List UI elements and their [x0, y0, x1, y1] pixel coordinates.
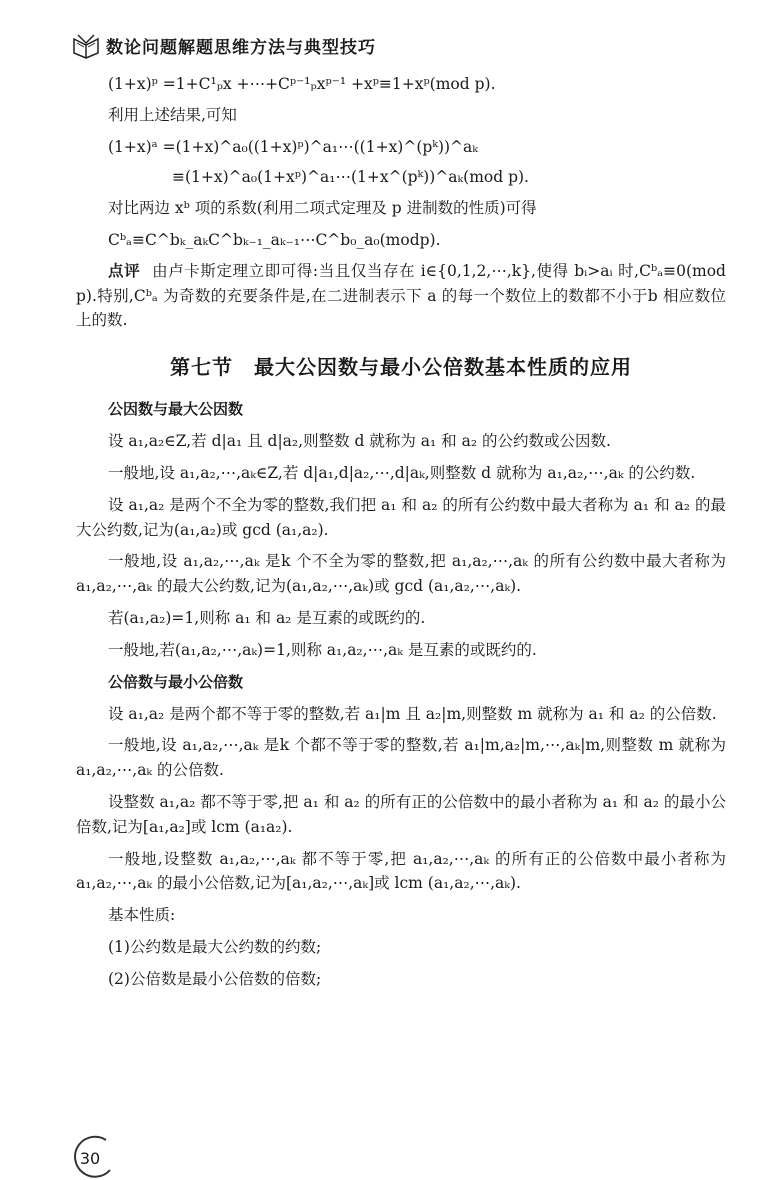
paragraph: 设 a₁,a₂ 是两个不全为零的整数,我们把 a₁ 和 a₂ 的所有公约数中最大者称为 a₁ 和 a₂ 的最大公约数,记为(a₁,a₂)或 gcd (a₁,a₂).	[76, 495, 726, 539]
text-line: 利用上述结果,可知	[108, 105, 237, 124]
paragraph: (1)公约数是最大公约数的约数;	[108, 937, 322, 956]
page-body	[76, 72, 726, 999]
comment-label: 点评	[108, 261, 141, 280]
subsection-title-lcm: 公倍数与最小公倍数	[108, 672, 244, 691]
paragraph: 基本性质:	[108, 906, 176, 925]
running-header	[72, 28, 732, 62]
comment-text: 由卢卡斯定理立即可得:当且仅当存在 i∈{0,1,2,⋯,k},使得 bᵢ>aᵢ 时,Cᵇₐ≡0(mod p).特别,Cᵇₐ 为奇数的充要条件是,在二进制表示下 a 的每一个数位上的数都不小于b 相应数位上的数.	[76, 261, 726, 330]
paragraph: (2)公倍数是最小公倍数的倍数;	[108, 969, 322, 988]
paragraph: 若(a₁,a₂)=1,则称 a₁ 和 a₂ 是互素的或既约的.	[108, 608, 426, 627]
formula-line-3: ≡(1+x)^a₀(1+xᵖ)^a₁⋯(1+x^(pᵏ))^aₖ(mod p).	[172, 168, 529, 187]
paragraph: 一般地,设 a₁,a₂,⋯,aₖ 是k 个都不等于零的整数,若 a₁|m,a₂|m,⋯,aₖ|m,则整数 m 就称为 a₁,a₂,⋯,aₖ 的公倍数.	[76, 736, 726, 780]
subsection-title-gcd: 公因数与最大公因数	[108, 400, 244, 419]
paragraph: 一般地,设 a₁,a₂,⋯,aₖ∈Z,若 d|a₁,d|a₂,⋯,d|aₖ,则整数 d 就称为 a₁,a₂,⋯,aₖ 的公约数.	[108, 463, 696, 482]
section-title: 第七节 最大公因数与最小公倍数基本性质的应用	[170, 355, 632, 380]
paragraph: 设 a₁,a₂ 是两个都不等于零的整数,若 a₁|m 且 a₂|m,则整数 m 就称为 a₁ 和 a₂ 的公倍数.	[108, 704, 717, 723]
book-title: 数论问题解题思维方法与典型技巧	[106, 37, 376, 58]
formula-line-4: Cᵇₐ≡C^bₖ_aₖC^bₖ₋₁_aₖ₋₁⋯C^b₀_a₀(modp).	[108, 230, 441, 249]
formula-line-1: (1+x)ᵖ =1+C¹ₚx +⋯+Cᵖ⁻¹ₚxᵖ⁻¹ +xᵖ≡1+xᵖ(mod p).	[108, 75, 496, 93]
paragraph: 设 a₁,a₂∈Z,若 d|a₁ 且 d|a₂,则整数 d 就称为 a₁ 和 a₂ 的公约数或公因数.	[108, 432, 611, 451]
paragraph: 一般地,设整数 a₁,a₂,⋯,aₖ 都不等于零,把 a₁,a₂,⋯,aₖ 的所有正的公倍数中最小者称为 a₁,a₂,⋯,aₖ 的最小公倍数,记为[a₁,a₂,⋯,aₖ]或 lcm (a₁,a₂,⋯,aₖ).	[76, 849, 726, 893]
comment-paragraph	[76, 259, 726, 333]
formula-line-2: (1+x)ᵃ =(1+x)^a₀((1+x)ᵖ)^a₁⋯((1+x)^(pᵏ))^aₖ	[108, 137, 478, 156]
page-number: 30	[79, 1148, 101, 1168]
paragraph: 设整数 a₁,a₂ 都不等于零,把 a₁ 和 a₂ 的所有正的公倍数中的最小者称为 a₁ 和 a₂ 的最小公倍数,记为[a₁,a₂]或 lcm (a₁a₂).	[76, 792, 726, 836]
book-logo-icon	[72, 31, 100, 59]
paragraph: 一般地,设 a₁,a₂,⋯,aₖ 是k 个不全为零的整数,把 a₁,a₂,⋯,aₖ 的所有公约数中最大者称为 a₁,a₂,⋯,aₖ 的最大公约数,记为(a₁,a₂,⋯,aₖ)或 gcd (a₁,a₂,⋯,aₖ).	[76, 552, 726, 596]
text-line: 对比两边 xᵇ 项的系数(利用二项式定理及 p 进制数的性质)可得	[108, 199, 537, 218]
paragraph: 一般地,若(a₁,a₂,⋯,aₖ)=1,则称 a₁,a₂,⋯,aₖ 是互素的或既约的.	[108, 640, 537, 659]
